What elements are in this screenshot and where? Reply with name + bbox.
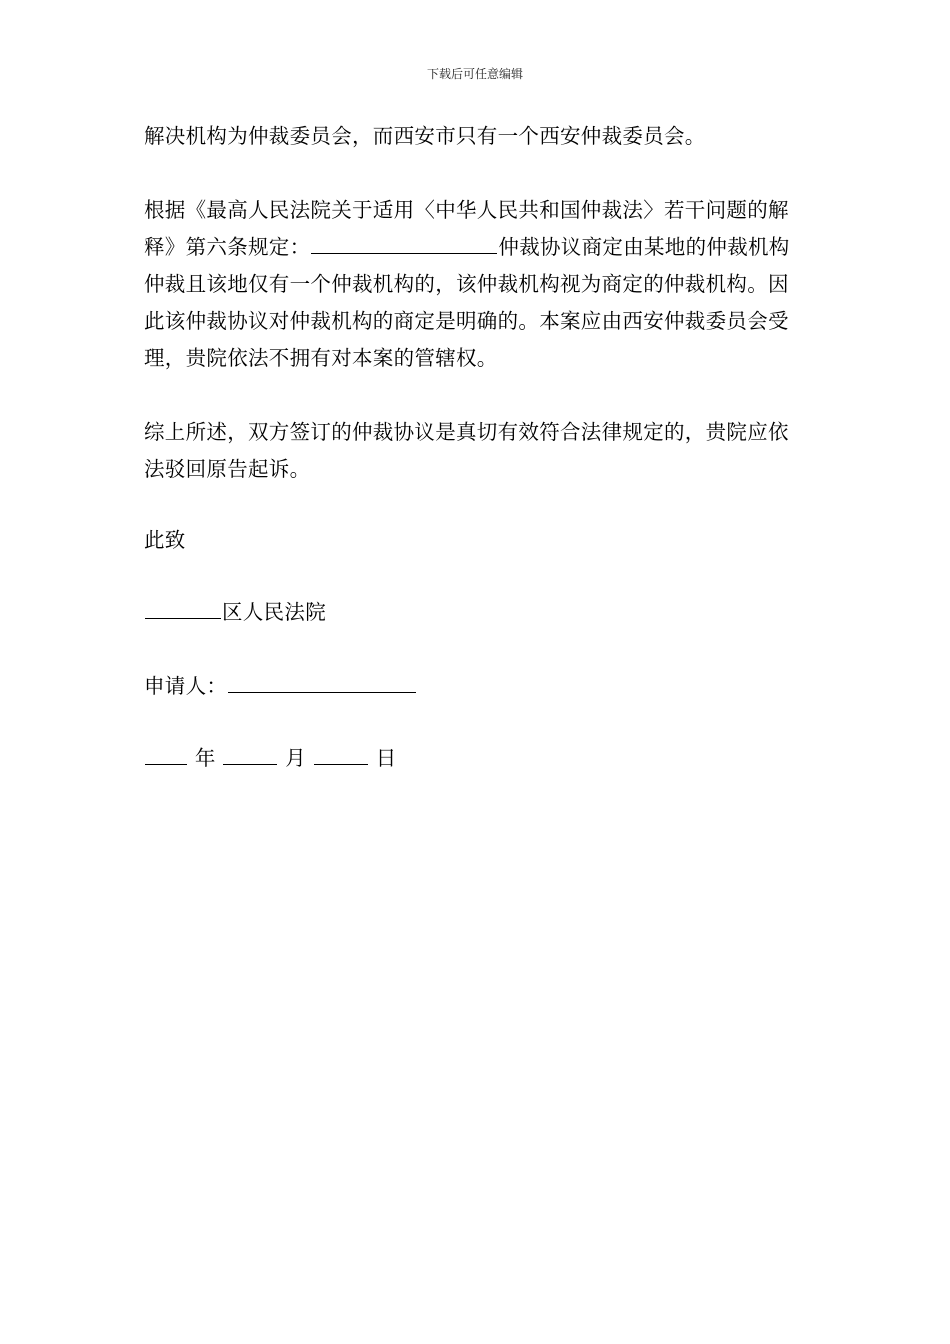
year-label: 年: [194, 746, 216, 770]
applicant-line: [144, 668, 809, 705]
court-suffix: 区人民法院: [222, 600, 326, 624]
paragraph-text: 解决机构为仲裁委员会，而西安市只有一个西安仲裁委员会。: [144, 124, 706, 148]
month-label: 月: [285, 746, 307, 770]
court-line: [144, 594, 809, 631]
paragraph-text-after-blank: 仲裁协议商定由某地的仲裁机构仲裁且该地仅有一个仲裁机构的，该仲裁机构视为商定的仲裁机构。因此该仲裁协议对仲裁机构的商定是明确的。本案应由西安仲裁委员会受理，贵院依法不拥有对本案的管辖权。: [144, 235, 790, 370]
year-blank[interactable]: [145, 742, 187, 765]
day-blank[interactable]: [314, 742, 368, 765]
salutation-text: 此致: [144, 528, 186, 552]
fill-in-blank[interactable]: [311, 231, 497, 254]
date-line: [144, 740, 809, 777]
court-name-blank[interactable]: [145, 596, 221, 619]
paragraph-judicial-interpretation: [144, 192, 809, 377]
month-blank[interactable]: [223, 742, 277, 765]
day-label: 日: [375, 746, 397, 770]
page-header-note: 下载后可任意编辑: [426, 67, 523, 81]
paragraph-arbitration-body: [144, 118, 809, 155]
salutation: [144, 522, 809, 559]
paragraph-text: 综上所述，双方签订的仲裁协议是真切有效符合法律规定的，贵院应依法驳回原告起诉。: [144, 420, 789, 481]
applicant-label: 申请人：: [144, 674, 228, 698]
paragraph-text-before-blank: 根据《最高人民法院关于适用〈中华人民共和国仲裁法〉若干问题的解释》第六条规定：: [144, 198, 789, 259]
paragraph-conclusion: [144, 414, 809, 488]
applicant-name-blank[interactable]: [228, 670, 416, 693]
